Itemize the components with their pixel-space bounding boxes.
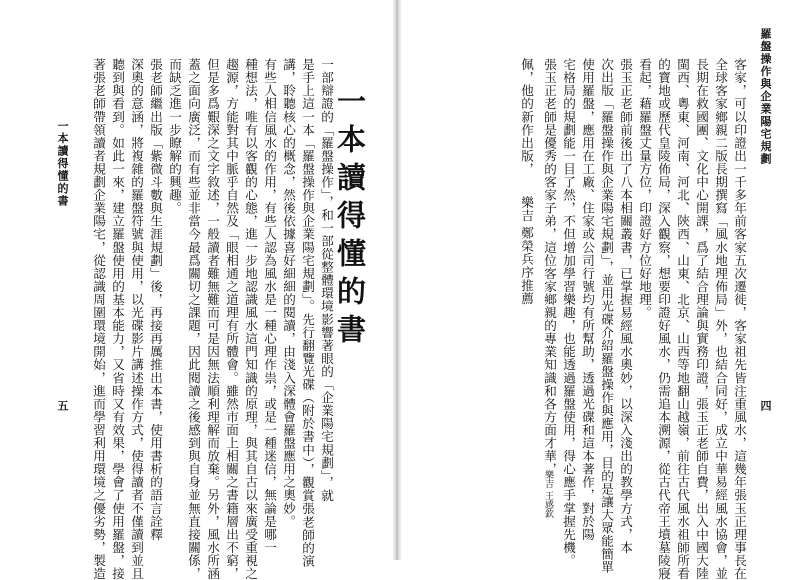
text-column: 閩西、粵東、河南、河北、陝西、山東、北京、山西等地翻山越嶺，前往古代風水祖師所看 [675, 58, 690, 580]
text-column: 長期在救國團、文化中心開課，爲了結合理論與實務印證，張玉正老師自費，出入中國大陸 [694, 58, 709, 580]
text-column: 是手上這一本「羅盤操作與企業陽宅規劃」。先行翻覽光碟（附於書中），觀賞張老師的演 [300, 58, 315, 568]
text-column: 種想法，唯有以客觀的心態，進一步地認識風水這門知識的原理，與其自古以來廣受重視之 [243, 58, 258, 580]
right-page [398, 0, 793, 580]
text-column: 張玉正老師是優秀的客家子弟，這位客家鄉親的專業知識和各方面才華， [542, 58, 557, 476]
closing-line: 佩，他的新作出版， [519, 58, 534, 176]
running-head-left: 一本讀得懂的書 [56, 120, 69, 208]
text-column: 而缺乏進一步瞭解的興趣。 [167, 58, 182, 215]
text-column: 聽到與看到。如此一來，建立羅盤使用的基本能力，又省時又有效果，學會了使用羅盤，接 [110, 58, 125, 580]
text-column: 著張老師帶領讀者規劃企業陽宅，從認識周圍環境開始，進而學習利用環境之優劣勢，製造 [91, 58, 106, 580]
signature: 樂吉 鄭榮兵序推薦 [519, 196, 534, 305]
text-column: 蓋之面向廣泛，而有些並非當今最爲關切之課題，因此閱讀之後感到與自身並無直接關係， [186, 58, 201, 580]
text-column: 的寶地或歷代皇陵佈局，深入觀察，想要印證好風水，仍需追本溯源，從古代帝王墳墓陵寢 [656, 58, 671, 580]
page-number-left: 五 [56, 400, 69, 411]
text-column: 次出版「羅盤操作與企業陽宅規劃」，並用光碟介紹羅盤操作與應用，目的是讓大眾能簡單 [599, 58, 614, 574]
text-column: 有些人相信風水的作用，有些人認為風水是一種心理作祟，或是一種迷信，無論是哪一 [262, 58, 277, 554]
text-column: 一部辯證的「羅盤操作」，和一部從整體環境影響著眼的「企業陽宅規劃」，就 [319, 58, 334, 503]
text-column: 張玉正老師前後出了八本相關叢書，已掌握易經風水奧妙，以深入淺出的教學方式，本 [618, 58, 633, 554]
text-column: 但是多爲艱深之文字敘述，一般讀者難無難而可是因無法順利理解而放棄。另外，風水所涵 [205, 58, 220, 580]
text-column: 深奧的意涵，將複雜的羅盤符號與使用，以光碟影片講述操作方式，使得讀者不僅讀到並且 [129, 58, 144, 580]
text-column: 全球客家鄉親二版長期撰寫「風水地理佈局」外，也結合同好，成立中華易經風水協會，並 [713, 58, 728, 580]
text-column: 客家，可以印證出一千多年前客家五次遷徙，客家祖先皆注重風水，這幾年張玉正理事長在 [732, 58, 747, 580]
page-number-right: 四 [759, 400, 772, 411]
chapter-title: 一本讀得懂的書 [333, 86, 367, 352]
text-column: 看起，藉羅盤丈量方位，印證好方位好地理。 [637, 58, 652, 319]
text-column: 宅格局的規劃能一目了然，不但增加學習樂趣，也能透過羅盤使用，得心應手掌握先機。 [561, 58, 576, 567]
text-column: 張老師繼出版「紫微斗數與生涯規劃」後，再接再厲推出本書，使用書析的語言詮釋 [148, 58, 163, 541]
running-head-right: 羅盤操作與企業陽宅規劃 [759, 28, 772, 166]
left-page [0, 0, 396, 580]
text-column: 趨源，方能對其中脈乎自然及「眼相通之道理有所體會。雖然市面上相關之書籍層出不窮， [224, 58, 239, 580]
signature-side-note: 樂吉 王感欽 [543, 470, 553, 518]
text-column: 使用羅盤，應用在工廠、住家或公司行號均有所幫助，透過光碟和這本著作，對於陽 [580, 58, 595, 541]
text-column: 講，聆聽核心的概念，然後依據喜好細細的閱讀，由淺入深體會羅盤應用之奧妙。 [281, 58, 296, 528]
